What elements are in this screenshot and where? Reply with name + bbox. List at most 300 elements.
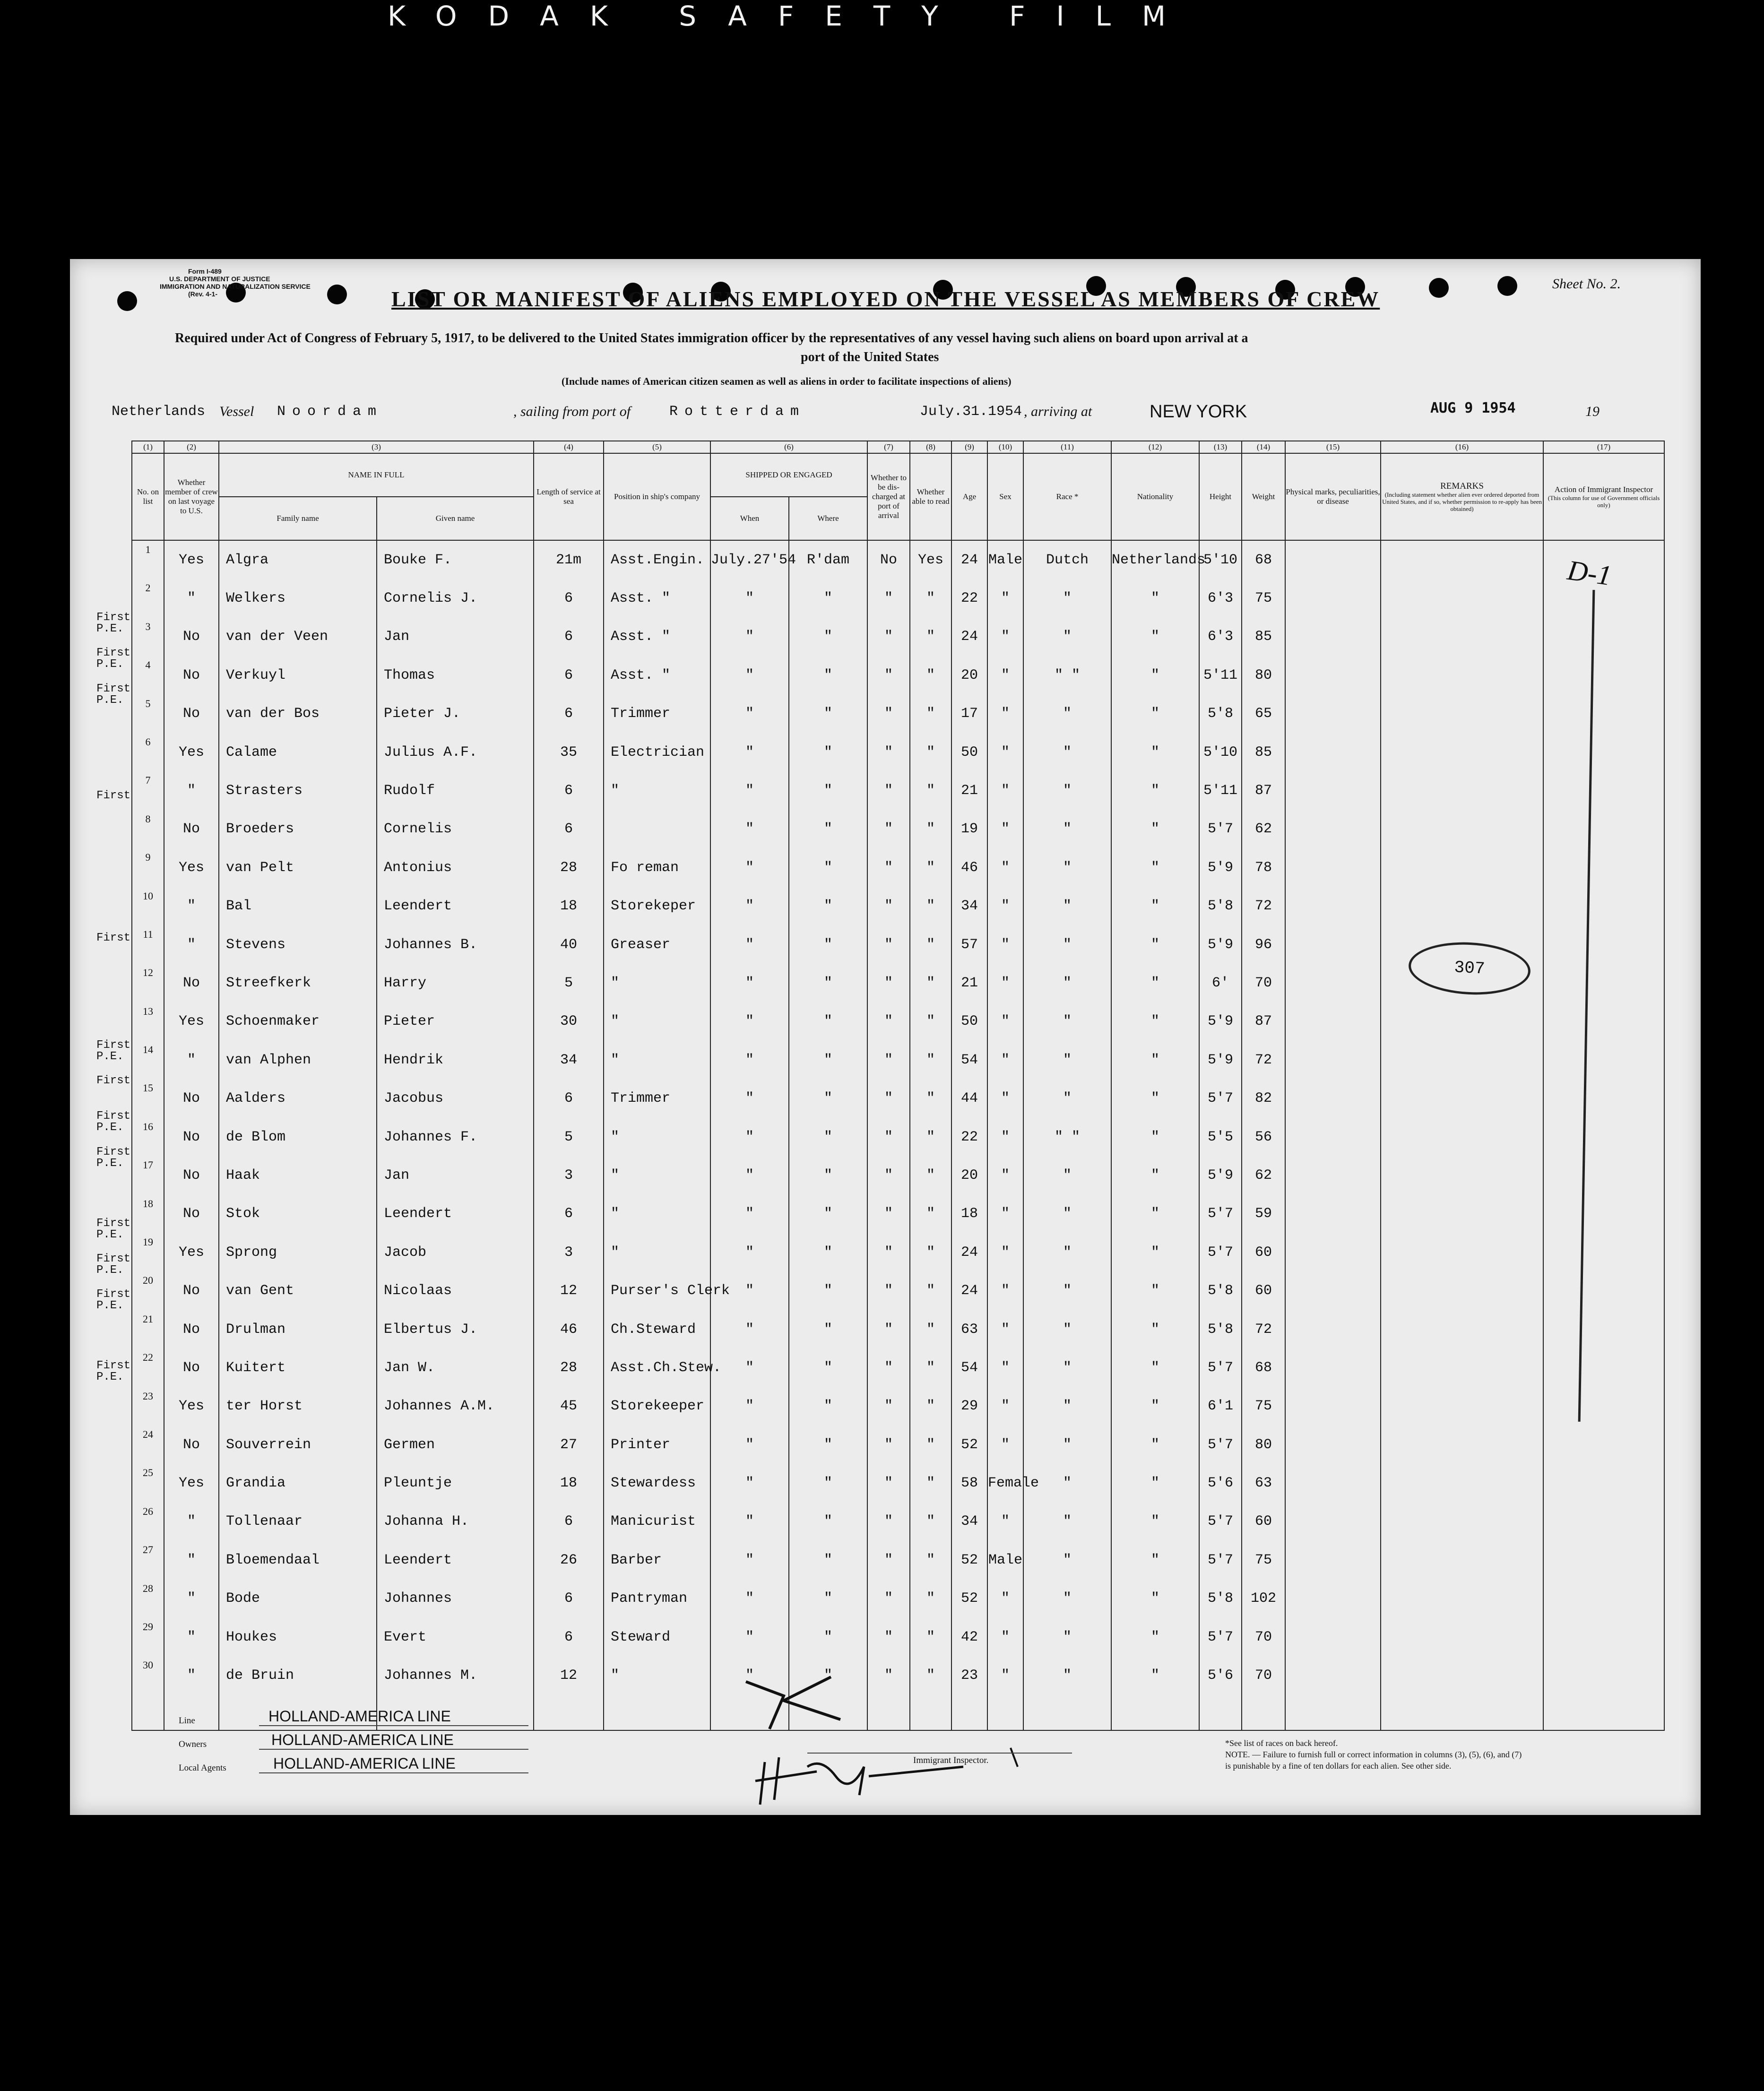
col-num: (17) xyxy=(1543,441,1664,453)
given-name-cell: Hendrik xyxy=(377,1041,534,1079)
header-remarks xyxy=(1381,453,1543,540)
row-number-cell: 23 xyxy=(132,1387,164,1426)
last-voyage-cell: No xyxy=(164,810,219,848)
family-name-cell: de Bruin xyxy=(219,1656,377,1694)
weight-cell: 72 xyxy=(1242,1310,1285,1348)
given-name-cell: Pieter xyxy=(377,1002,534,1041)
sex-cell: " xyxy=(987,771,1023,810)
physical-marks-cell xyxy=(1285,733,1381,771)
sex-cell: " xyxy=(987,1310,1023,1348)
remarks-cell xyxy=(1381,810,1543,848)
remarks-cell xyxy=(1381,579,1543,617)
physical-marks-cell xyxy=(1285,656,1381,694)
given-name-cell: Jacob xyxy=(377,1233,534,1271)
discharged-cell: " xyxy=(867,810,910,848)
col-num: (1) xyxy=(132,441,164,453)
discharged-cell: " xyxy=(867,1503,910,1541)
length-of-service-cell: 12 xyxy=(534,1656,604,1694)
sex-cell: " xyxy=(987,1618,1023,1656)
remarks-cell xyxy=(1381,1195,1543,1233)
nationality-cell: " xyxy=(1111,1387,1199,1426)
length-of-service-cell: 6 xyxy=(534,579,604,617)
length-of-service-cell: 6 xyxy=(534,1503,604,1541)
shipped-where-cell: " xyxy=(789,1233,867,1271)
remarks-stamp: 307 xyxy=(1407,939,1531,997)
col-num: (5) xyxy=(604,441,710,453)
row-number-cell: 13 xyxy=(132,1002,164,1041)
inspector-action-cell xyxy=(1543,1079,1664,1117)
length-of-service-cell: 30 xyxy=(534,1002,604,1041)
position-cell: Purser's Clerk xyxy=(604,1271,710,1310)
table-row xyxy=(132,810,1664,848)
inspector-action-cell xyxy=(1543,1002,1664,1041)
physical-marks-cell xyxy=(1285,1580,1381,1618)
form-number: Form I-489 xyxy=(188,268,222,275)
margin-note: First xyxy=(96,789,131,802)
subtitle-line-3: (Include names of American citizen seamen as well as aliens in order to facilitate inspections of aliens) xyxy=(562,375,1012,387)
length-of-service-cell: 45 xyxy=(534,1387,604,1426)
header-nationality: Nationality xyxy=(1111,453,1199,540)
weight-cell: 60 xyxy=(1242,1503,1285,1541)
shipped-when-cell: " xyxy=(710,887,789,925)
given-name-cell: Thomas xyxy=(377,656,534,694)
position-cell: Pantryman xyxy=(604,1580,710,1618)
last-voyage-cell: Yes xyxy=(164,1002,219,1041)
physical-marks-cell xyxy=(1285,579,1381,617)
header-able-to-read: Whether able to read xyxy=(910,453,951,540)
height-cell: 5'6 xyxy=(1199,1656,1242,1694)
weight-cell: 65 xyxy=(1242,695,1285,733)
shipped-where-cell: " xyxy=(789,771,867,810)
able-to-read-cell: " xyxy=(910,925,951,964)
last-voyage-cell: No xyxy=(164,1195,219,1233)
table-row xyxy=(132,540,1664,579)
family-name-cell: Houkes xyxy=(219,1618,377,1656)
length-of-service-cell: 18 xyxy=(534,887,604,925)
nationality-cell: " xyxy=(1111,1118,1199,1156)
row-number-cell: 9 xyxy=(132,848,164,887)
height-cell: 5'8 xyxy=(1199,887,1242,925)
age-cell: 34 xyxy=(951,887,987,925)
inspector-action-cell xyxy=(1543,925,1664,964)
age-cell: 20 xyxy=(951,1156,987,1194)
age-cell: 52 xyxy=(951,1426,987,1464)
row-number-cell: 27 xyxy=(132,1541,164,1579)
discharged-cell: " xyxy=(867,771,910,810)
race-cell: " xyxy=(1023,771,1111,810)
weight-cell: 56 xyxy=(1242,1118,1285,1156)
length-of-service-cell: 40 xyxy=(534,925,604,964)
height-cell: 5'7 xyxy=(1199,1541,1242,1579)
last-voyage-cell: No xyxy=(164,695,219,733)
discharged-cell: " xyxy=(867,925,910,964)
table-row xyxy=(132,771,1664,810)
able-to-read-cell: " xyxy=(910,964,951,1002)
family-name-cell: Bode xyxy=(219,1580,377,1618)
last-voyage-cell: Yes xyxy=(164,733,219,771)
shipped-when-cell: " xyxy=(710,1118,789,1156)
race-cell: " xyxy=(1023,1310,1111,1348)
family-name-cell: van Pelt xyxy=(219,848,377,887)
shipped-when-cell: " xyxy=(710,1195,789,1233)
given-name-cell: Cornelis xyxy=(377,810,534,848)
col-num: (11) xyxy=(1023,441,1111,453)
family-name-cell: Welkers xyxy=(219,579,377,617)
age-cell: 17 xyxy=(951,695,987,733)
able-to-read-cell: " xyxy=(910,1656,951,1694)
row-number-cell: 2 xyxy=(132,579,164,617)
age-cell: 22 xyxy=(951,579,987,617)
remarks-cell xyxy=(1381,848,1543,887)
nationality-cell: " xyxy=(1111,1233,1199,1271)
row-number-cell: 7 xyxy=(132,771,164,810)
physical-marks-cell xyxy=(1285,1618,1381,1656)
table-row xyxy=(132,1156,1664,1194)
nationality-cell: " xyxy=(1111,1541,1199,1579)
length-of-service-cell: 12 xyxy=(534,1271,604,1310)
col-num: (7) xyxy=(867,441,910,453)
nationality-cell: " xyxy=(1111,1310,1199,1348)
sex-cell: " xyxy=(987,656,1023,694)
position-cell: " xyxy=(604,1041,710,1079)
arrival-date: AUG 9 1954 xyxy=(1430,400,1516,416)
given-name-cell: Johannes B. xyxy=(377,925,534,964)
row-number-cell: 4 xyxy=(132,656,164,694)
sex-cell: " xyxy=(987,925,1023,964)
row-number-cell: 29 xyxy=(132,1618,164,1656)
race-cell: " xyxy=(1023,1541,1111,1579)
height-cell: 5'9 xyxy=(1199,848,1242,887)
table-row xyxy=(132,618,1664,656)
nationality-cell: " xyxy=(1111,1348,1199,1387)
sex-cell: " xyxy=(987,1195,1023,1233)
physical-marks-cell xyxy=(1285,1656,1381,1694)
given-name-cell: Johannes A.M. xyxy=(377,1387,534,1426)
able-to-read-cell: " xyxy=(910,1233,951,1271)
last-voyage-cell: " xyxy=(164,1503,219,1541)
last-voyage-cell: Yes xyxy=(164,848,219,887)
table-row xyxy=(132,1079,1664,1117)
shipped-when-cell: " xyxy=(710,579,789,617)
height-cell: 5'7 xyxy=(1199,1503,1242,1541)
family-name-cell: van der Veen xyxy=(219,618,377,656)
nationality-cell: " xyxy=(1111,1618,1199,1656)
last-voyage-cell: No xyxy=(164,618,219,656)
nationality-cell: " xyxy=(1111,887,1199,925)
sex-cell: " xyxy=(987,1503,1023,1541)
last-voyage-cell: " xyxy=(164,1541,219,1579)
height-cell: 5'7 xyxy=(1199,1079,1242,1117)
height-cell: 5'10 xyxy=(1199,540,1242,579)
margin-note: First P.E. xyxy=(96,1110,131,1134)
nationality-cell: " xyxy=(1111,810,1199,848)
family-name-cell: Bal xyxy=(219,887,377,925)
shipped-where-cell: " xyxy=(789,1118,867,1156)
length-of-service-cell: 6 xyxy=(534,618,604,656)
remarks-cell xyxy=(1381,1348,1543,1387)
length-of-service-cell: 46 xyxy=(534,1310,604,1348)
given-name-cell: Germen xyxy=(377,1426,534,1464)
weight-cell: 87 xyxy=(1242,1002,1285,1041)
weight-cell: 60 xyxy=(1242,1233,1285,1271)
last-voyage-cell: " xyxy=(164,887,219,925)
position-cell: Trimmer xyxy=(604,695,710,733)
shipped-when-cell: " xyxy=(710,771,789,810)
height-cell: 5'9 xyxy=(1199,1002,1242,1041)
header-when: When xyxy=(710,497,789,540)
owners-value: HOLLAND-AMERICA LINE xyxy=(271,1731,454,1748)
age-cell: 42 xyxy=(951,1618,987,1656)
sex-cell: " xyxy=(987,1156,1023,1194)
col-num: (10) xyxy=(987,441,1023,453)
age-cell: 50 xyxy=(951,733,987,771)
nationality-cell: " xyxy=(1111,964,1199,1002)
last-voyage-cell: No xyxy=(164,1156,219,1194)
position-cell: Storekeper xyxy=(604,887,710,925)
last-voyage-cell: Yes xyxy=(164,1233,219,1271)
sex-cell: " xyxy=(987,1387,1023,1426)
position-cell: " xyxy=(604,1233,710,1271)
race-cell: " xyxy=(1023,733,1111,771)
margin-note: First P.E. xyxy=(96,682,131,707)
age-cell: 57 xyxy=(951,925,987,964)
shipped-where-cell: " xyxy=(789,695,867,733)
length-of-service-cell: 28 xyxy=(534,1348,604,1387)
physical-marks-cell xyxy=(1285,848,1381,887)
length-of-service-cell: 26 xyxy=(534,1541,604,1579)
sex-cell: " xyxy=(987,1348,1023,1387)
height-cell: 5'8 xyxy=(1199,1271,1242,1310)
table-row xyxy=(132,1195,1664,1233)
given-name-cell: Evert xyxy=(377,1618,534,1656)
shipped-when-cell: " xyxy=(710,1079,789,1117)
inspector-action-cell xyxy=(1543,1041,1664,1079)
vessel-label: Vessel xyxy=(219,404,254,419)
header-shipped-engaged: SHIPPED OR ENGAGED xyxy=(710,453,867,497)
able-to-read-cell: " xyxy=(910,1387,951,1426)
given-name-cell: Johanna H. xyxy=(377,1503,534,1541)
able-to-read-cell: " xyxy=(910,656,951,694)
nationality-cell: " xyxy=(1111,1503,1199,1541)
inspector-action-cell xyxy=(1543,1503,1664,1541)
nationality-cell: " xyxy=(1111,1426,1199,1464)
race-cell: " xyxy=(1023,1618,1111,1656)
row-number-cell: 5 xyxy=(132,695,164,733)
last-voyage-cell: No xyxy=(164,1271,219,1310)
remarks-cell xyxy=(1381,1041,1543,1079)
departure-port: Rotterdam xyxy=(669,404,806,420)
height-cell: 6'1 xyxy=(1199,1387,1242,1426)
able-to-read-cell: " xyxy=(910,1310,951,1348)
inspector-action-cell xyxy=(1543,1656,1664,1694)
position-cell: Printer xyxy=(604,1426,710,1464)
header-physical-marks: Physical marks, peculiarities, or disease xyxy=(1285,453,1381,540)
shipped-where-cell: R'dam xyxy=(789,540,867,579)
shipped-when-cell: " xyxy=(710,1233,789,1271)
inspector-action-cell xyxy=(1543,1541,1664,1579)
race-cell: " xyxy=(1023,579,1111,617)
remarks-cell xyxy=(1381,1002,1543,1041)
height-cell: 5'6 xyxy=(1199,1464,1242,1502)
inspector-action-cell xyxy=(1543,810,1664,848)
shipped-where-cell: " xyxy=(789,925,867,964)
able-to-read-cell: " xyxy=(910,1464,951,1502)
sex-cell: Male xyxy=(987,1541,1023,1579)
last-voyage-cell: Yes xyxy=(164,540,219,579)
age-cell: 58 xyxy=(951,1464,987,1502)
col-num: (3) xyxy=(219,441,534,453)
discharged-cell: No xyxy=(867,540,910,579)
nationality-cell: " xyxy=(1111,1002,1199,1041)
inspector-action-cell xyxy=(1543,1195,1664,1233)
length-of-service-cell: 28 xyxy=(534,848,604,887)
discharged-cell: " xyxy=(867,1041,910,1079)
shipped-when-cell: " xyxy=(710,848,789,887)
physical-marks-cell xyxy=(1285,1271,1381,1310)
crew-manifest-table xyxy=(131,441,1665,1684)
inspector-action-cell xyxy=(1543,1580,1664,1618)
discharged-cell: " xyxy=(867,1233,910,1271)
table-row xyxy=(132,579,1664,617)
remarks-cell xyxy=(1381,1618,1543,1656)
margin-note: First P.E. xyxy=(96,611,131,635)
height-cell: 5'8 xyxy=(1199,1580,1242,1618)
family-name-cell: Kuitert xyxy=(219,1348,377,1387)
last-voyage-cell: Yes xyxy=(164,1387,219,1426)
inspector-action-cell xyxy=(1543,1618,1664,1656)
sex-cell: " xyxy=(987,733,1023,771)
punch-hole xyxy=(1497,276,1517,296)
given-name-cell: Elbertus J. xyxy=(377,1310,534,1348)
row-number-cell: 21 xyxy=(132,1310,164,1348)
family-name-cell: Drulman xyxy=(219,1310,377,1348)
sex-cell: " xyxy=(987,810,1023,848)
able-to-read-cell: " xyxy=(910,695,951,733)
race-cell: " xyxy=(1023,925,1111,964)
remarks-cell xyxy=(1381,656,1543,694)
shipped-where-cell: " xyxy=(789,1079,867,1117)
family-name-cell: Stevens xyxy=(219,925,377,964)
form-department: U.S. DEPARTMENT OF JUSTICE xyxy=(169,275,270,283)
shipped-where-cell: " xyxy=(789,810,867,848)
header-no-on-list: No. on list xyxy=(132,453,164,540)
row-number-cell: 26 xyxy=(132,1503,164,1541)
able-to-read-cell: " xyxy=(910,1041,951,1079)
last-voyage-cell: " xyxy=(164,1580,219,1618)
shipped-when-cell: " xyxy=(710,1387,789,1426)
sex-cell: " xyxy=(987,695,1023,733)
length-of-service-cell: 5 xyxy=(534,964,604,1002)
family-name-cell: van Gent xyxy=(219,1271,377,1310)
family-name-cell: Aalders xyxy=(219,1079,377,1117)
last-voyage-cell: No xyxy=(164,1118,219,1156)
table-row xyxy=(132,1541,1664,1579)
weight-cell: 82 xyxy=(1242,1079,1285,1117)
age-cell: 19 xyxy=(951,810,987,848)
height-cell: 5'8 xyxy=(1199,695,1242,733)
given-name-cell: Leendert xyxy=(377,887,534,925)
nationality-cell: " xyxy=(1111,848,1199,887)
subtitle-line-1: Required under Act of Congress of February 5, 1917, to be delivered to the United States immigration officer by the representatives of any vessel having such aliens on board upon arrival at a xyxy=(175,331,1248,346)
age-cell: 63 xyxy=(951,1310,987,1348)
remarks-cell xyxy=(1381,1387,1543,1426)
last-voyage-cell: " xyxy=(164,1618,219,1656)
physical-marks-cell xyxy=(1285,1464,1381,1502)
weight-cell: 80 xyxy=(1242,656,1285,694)
age-cell: 54 xyxy=(951,1041,987,1079)
owners-label: Owners xyxy=(179,1739,207,1749)
able-to-read-cell: " xyxy=(910,1156,951,1194)
height-cell: 5'5 xyxy=(1199,1118,1242,1156)
row-number-cell: 18 xyxy=(132,1195,164,1233)
family-name-cell: Bloemendaal xyxy=(219,1541,377,1579)
margin-note: First xyxy=(96,1074,131,1087)
family-name-cell: van Alphen xyxy=(219,1041,377,1079)
given-name-cell: Pieter J. xyxy=(377,695,534,733)
discharged-cell: " xyxy=(867,579,910,617)
given-name-cell: Johannes xyxy=(377,1580,534,1618)
inspector-action-cell xyxy=(1543,1118,1664,1156)
sex-cell: " xyxy=(987,1656,1023,1694)
position-cell: Fo reman xyxy=(604,848,710,887)
shipped-where-cell: " xyxy=(789,1426,867,1464)
age-cell: 46 xyxy=(951,848,987,887)
able-to-read-cell: " xyxy=(910,1503,951,1541)
row-number-cell: 11 xyxy=(132,925,164,964)
race-cell: " xyxy=(1023,964,1111,1002)
family-name-cell: Calame xyxy=(219,733,377,771)
table-row xyxy=(132,733,1664,771)
physical-marks-cell xyxy=(1285,771,1381,810)
nationality-cell: " xyxy=(1111,656,1199,694)
physical-marks-cell xyxy=(1285,1118,1381,1156)
race-cell: " xyxy=(1023,1348,1111,1387)
table-row xyxy=(132,1118,1664,1156)
table-row xyxy=(132,1387,1664,1426)
given-name-cell: Leendert xyxy=(377,1541,534,1579)
age-cell: 44 xyxy=(951,1079,987,1117)
able-to-read-cell: " xyxy=(910,1580,951,1618)
last-voyage-cell: " xyxy=(164,1041,219,1079)
header-race: Race * xyxy=(1023,453,1111,540)
family-name-cell: Schoenmaker xyxy=(219,1002,377,1041)
discharged-cell: " xyxy=(867,1541,910,1579)
table-row xyxy=(132,1580,1664,1618)
weight-cell: 72 xyxy=(1242,887,1285,925)
departure-date: July.31.1954 xyxy=(920,404,1022,420)
height-cell: 6'3 xyxy=(1199,618,1242,656)
sex-cell: " xyxy=(987,1426,1023,1464)
remarks-cell xyxy=(1381,1271,1543,1310)
row-number-cell: 30 xyxy=(132,1656,164,1694)
weight-cell: 62 xyxy=(1242,1156,1285,1194)
nationality-cell: " xyxy=(1111,1271,1199,1310)
age-cell: 52 xyxy=(951,1580,987,1618)
race-cell: " xyxy=(1023,618,1111,656)
family-name-cell: de Blom xyxy=(219,1118,377,1156)
table-row xyxy=(132,695,1664,733)
given-name-cell: Jacobus xyxy=(377,1079,534,1117)
discharged-cell: " xyxy=(867,887,910,925)
inspector-action-cell xyxy=(1543,733,1664,771)
last-voyage-cell: No xyxy=(164,1348,219,1387)
line-value: HOLLAND-AMERICA LINE xyxy=(268,1708,451,1725)
table-row xyxy=(132,887,1664,925)
shipped-when-cell: " xyxy=(710,1503,789,1541)
shipped-where-cell: " xyxy=(789,1618,867,1656)
shipped-where-cell: " xyxy=(789,1580,867,1618)
length-of-service-cell: 6 xyxy=(534,771,604,810)
